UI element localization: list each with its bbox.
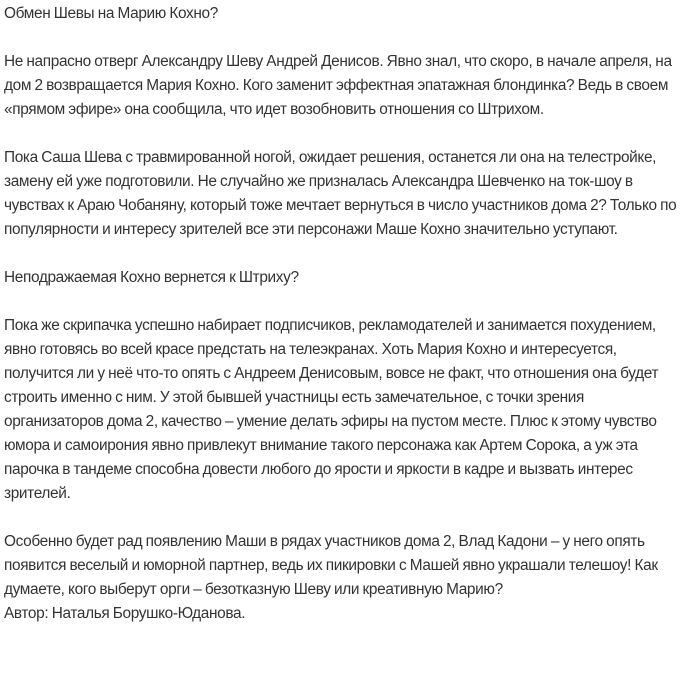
article-paragraph-2: Пока Саша Шева с травмированной ногой, ожидает решения, останется ли она на телестройке, замену ей уже подготовили. Не случайно же призналась Александра Шевченко на ток-шоу в чувствах к Араю Чобаняну, который тоже мечтает вернуться в число участников дома 2? Только по популярности и интересу зрителей все эти персонажи Маше Кохно значительно уступают. <box>4 149 677 238</box>
article-paragraph-3: Пока же скрипачка успешно набирает подписчиков, рекламодателей и занимается похудением, явно готовясь во всей красе предстать на телеэкранах. Хоть Мария Кохно и интересуется, получится ли у неё что-то опять с Андреем Денисовым, вовсе не факт, что отношения она будет строить именно с ним. У этой бывшей участницы есть замечательное, с точки зрения организаторов дома 2, качество – умение делать эфиры на пустом месте. Плюс к этому чувство юмора и самоирония явно привлекут внимание такого персонажа как Артем Сорока, а уж эта парочка в тандеме способна довести любого до ярости и яркости в кадре и вызвать интерес зрителей. <box>4 317 659 502</box>
article-paragraph-4: Особенно будет рад появлению Маши в рядах участников дома 2, Влад Кадони – у него опять появится веселый и юморной партнер, ведь их пикировки с Машей явно украшали телешоу! Как думаете, кого выберут орги – безотказную Шеву или креативную Марию? <box>4 533 658 598</box>
article-paragraph-1: Не напрасно отверг Александру Шеву Андрей Денисов. Явно знал, что скоро, в начале апреля, на дом 2 возвращается Мария Кохно. Кого заменит эффектная эпатажная блондинка? Ведь в своем «прямом эфире» она сообщила, что идет возобновить отношения со Штрихом. <box>4 53 672 118</box>
article-subheading: Неподражаемая Кохно вернется к Штриху? <box>4 269 299 286</box>
article-title: Обмен Шевы на Марию Кохно? <box>4 5 218 22</box>
article-author: Автор: Наталья Борушко-Юданова. <box>4 605 246 622</box>
